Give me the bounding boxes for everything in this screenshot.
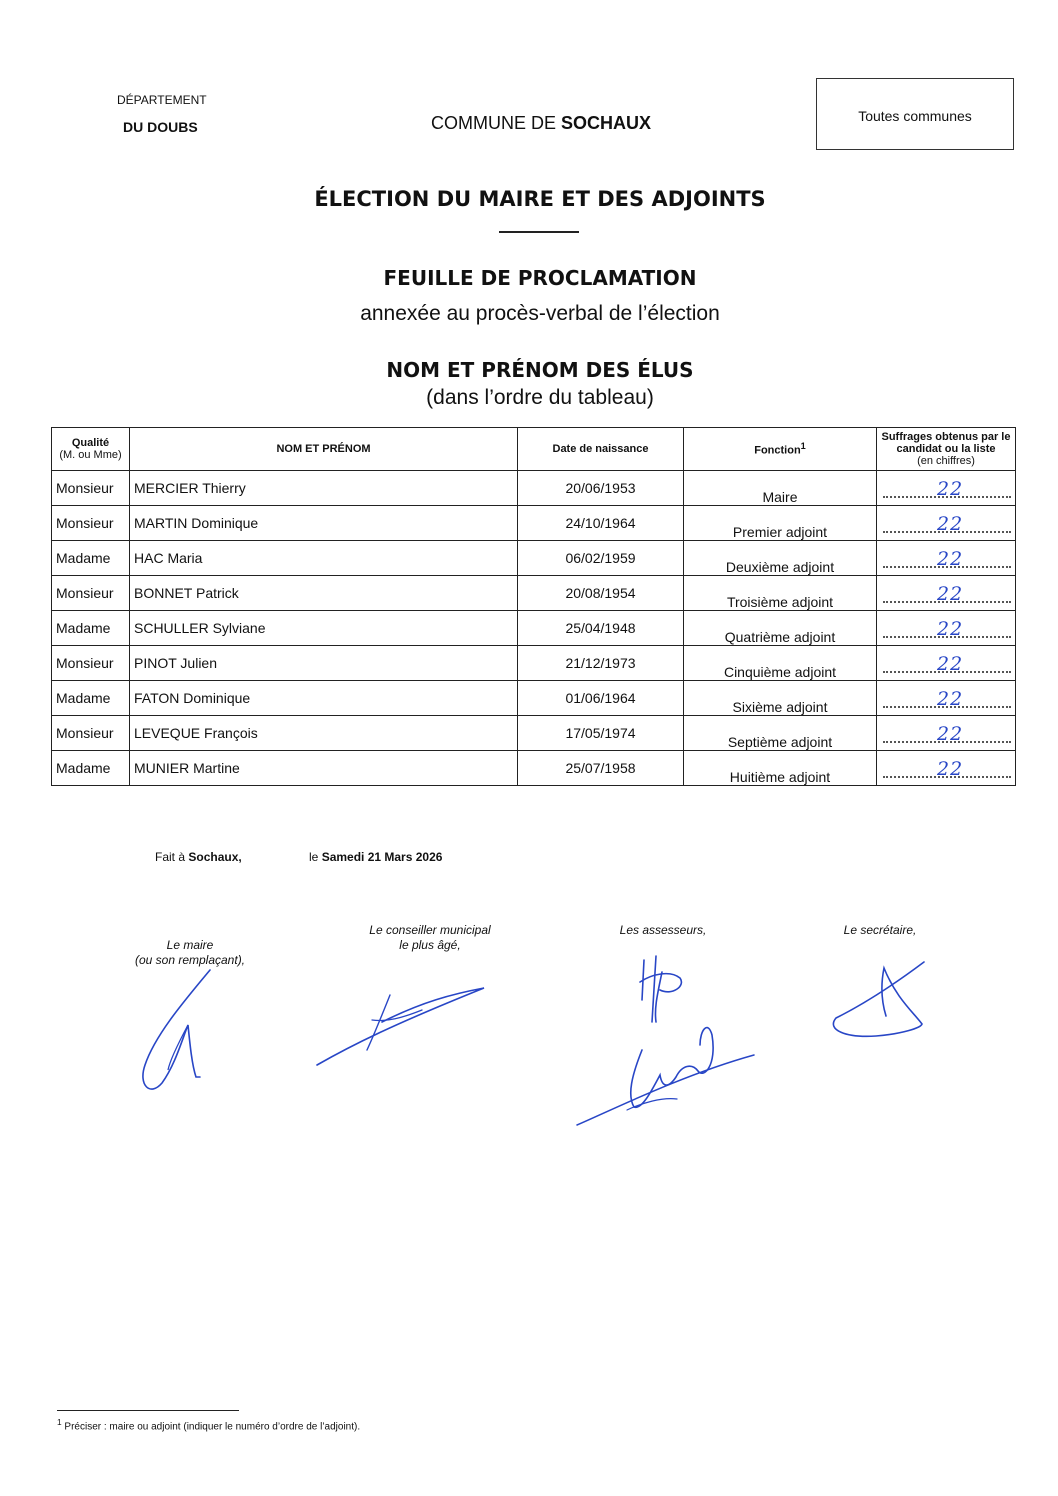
table-row (52, 646, 1016, 681)
cell-date: 25/07/1958 (518, 751, 684, 786)
cell-qualite: Monsieur (52, 716, 130, 751)
title-divider (499, 231, 579, 233)
signature-maire (130, 965, 230, 1100)
handwritten-votes: 22 (937, 723, 964, 745)
department-label: DÉPARTEMENT (117, 93, 207, 107)
signing-date: le Samedi 21 Mars 2026 (309, 850, 443, 864)
cell-date: 25/04/1948 (518, 611, 684, 646)
handwritten-votes: 22 (937, 688, 964, 710)
cell-fonction: Maire (684, 471, 877, 506)
footnote-ref: 1 (800, 441, 806, 452)
table-header-row (52, 428, 1016, 471)
cell-suffrages (877, 646, 1016, 681)
footnote-marker: 1 (57, 1417, 62, 1427)
elected-table (51, 427, 1016, 786)
header-qualite: Qualité (M. ou Mme) (52, 428, 130, 471)
cell-nom: MERCIER Thierry (130, 471, 518, 506)
handwritten-votes: 22 (937, 653, 964, 675)
elected-title: NOM ET PRÉNOM DES ÉLUS (386, 358, 694, 382)
cell-qualite: Madame (52, 681, 130, 716)
commune-title (431, 113, 651, 134)
cell-nom: PINOT Julien (130, 646, 518, 681)
cell-nom: SCHULLER Sylviane (130, 611, 518, 646)
handwritten-votes: 22 (937, 758, 964, 780)
cell-fonction: Septième adjoint (684, 716, 877, 751)
cell-nom: HAC Maria (130, 541, 518, 576)
signature-label-secretaire: Le secrétaire, (843, 923, 917, 937)
cell-qualite: Madame (52, 611, 130, 646)
document-title: ÉLECTION DU MAIRE ET DES ADJOINTS (314, 187, 766, 211)
signature-label-maire: Le maire (ou son remplaçant), (134, 938, 246, 967)
cell-qualite: Monsieur (52, 646, 130, 681)
cell-date: 06/02/1959 (518, 541, 684, 576)
cell-suffrages (877, 611, 1016, 646)
handwritten-votes: 22 (937, 548, 964, 570)
cell-qualite: Madame (52, 541, 130, 576)
handwritten-votes: 22 (937, 583, 964, 605)
handwritten-votes: 22 (937, 478, 964, 500)
cell-qualite: Madame (52, 751, 130, 786)
cell-qualite: Monsieur (52, 576, 130, 611)
signature-conseiller (312, 980, 492, 1070)
signing-date-value: Samedi 21 Mars 2026 (321, 850, 443, 864)
table-row (52, 751, 1016, 786)
cell-fonction: Troisième adjoint (684, 576, 877, 611)
sheet-title: FEUILLE DE PROCLAMATION (383, 266, 697, 290)
header-fonction: Fonction$^1$ (684, 428, 877, 471)
cell-date: 17/05/1974 (518, 716, 684, 751)
commune-type-label: Toutes communes (858, 108, 972, 124)
elected-subtitle: (dans l’ordre du tableau) (426, 386, 654, 409)
footnote (57, 1417, 360, 1432)
signature-label-conseiller: Le conseiller municipal le plus âgé, (369, 923, 491, 952)
cell-suffrages (877, 471, 1016, 506)
header-date: Date de naissance (518, 428, 684, 471)
cell-fonction: Quatrième adjoint (684, 611, 877, 646)
cell-nom: LEVEQUE François (130, 716, 518, 751)
cell-date: 20/06/1953 (518, 471, 684, 506)
signature-secretaire (826, 958, 931, 1043)
table-row (52, 611, 1016, 646)
table-row (52, 716, 1016, 751)
cell-fonction: Premier adjoint (684, 506, 877, 541)
cell-suffrages (877, 576, 1016, 611)
table-row (52, 506, 1016, 541)
cell-suffrages (877, 681, 1016, 716)
table-row (52, 471, 1016, 506)
cell-suffrages (877, 506, 1016, 541)
cell-qualite: Monsieur (52, 471, 130, 506)
signature-assesseur-2 (572, 1015, 762, 1130)
commune-type-box (816, 78, 1014, 150)
cell-nom: BONNET Patrick (130, 576, 518, 611)
cell-date: 20/08/1954 (518, 576, 684, 611)
signing-place-name: Sochaux, (188, 850, 242, 864)
signing-place: Fait à Sochaux, (155, 850, 242, 864)
cell-fonction: Deuxième adjoint (684, 541, 877, 576)
commune-name: SOCHAUX (561, 113, 652, 133)
signature-label-assesseurs: Les assesseurs, (619, 923, 707, 937)
cell-fonction: Sixième adjoint (684, 681, 877, 716)
sheet-subtitle: annexée au procès-verbal de l’élection (360, 302, 720, 325)
table-row (52, 681, 1016, 716)
table-row (52, 576, 1016, 611)
handwritten-votes: 22 (937, 513, 964, 535)
cell-date: 21/12/1973 (518, 646, 684, 681)
footnote-text: Préciser : maire ou adjoint (indiquer le numéro d’ordre de l’adjoint). (64, 1421, 361, 1433)
cell-suffrages (877, 541, 1016, 576)
cell-date: 24/10/1964 (518, 506, 684, 541)
cell-nom: MARTIN Dominique (130, 506, 518, 541)
header-nom: NOM ET PRÉNOM (130, 428, 518, 471)
header-suffrages: Suffrages obtenus par le candidat ou la liste (en chiffres) (877, 428, 1016, 471)
cell-nom: MUNIER Martine (130, 751, 518, 786)
cell-qualite: Monsieur (52, 506, 130, 541)
cell-date: 01/06/1964 (518, 681, 684, 716)
cell-fonction: Huitième adjoint (684, 751, 877, 786)
cell-suffrages (877, 716, 1016, 751)
cell-fonction: Cinquième adjoint (684, 646, 877, 681)
cell-suffrages (877, 751, 1016, 786)
cell-nom: FATON Dominique (130, 681, 518, 716)
table-row (52, 541, 1016, 576)
footnote-divider (57, 1410, 239, 1411)
commune-prefix: COMMUNE DE (431, 113, 556, 133)
department-name: DU DOUBS (123, 119, 198, 135)
handwritten-votes: 22 (937, 618, 964, 640)
